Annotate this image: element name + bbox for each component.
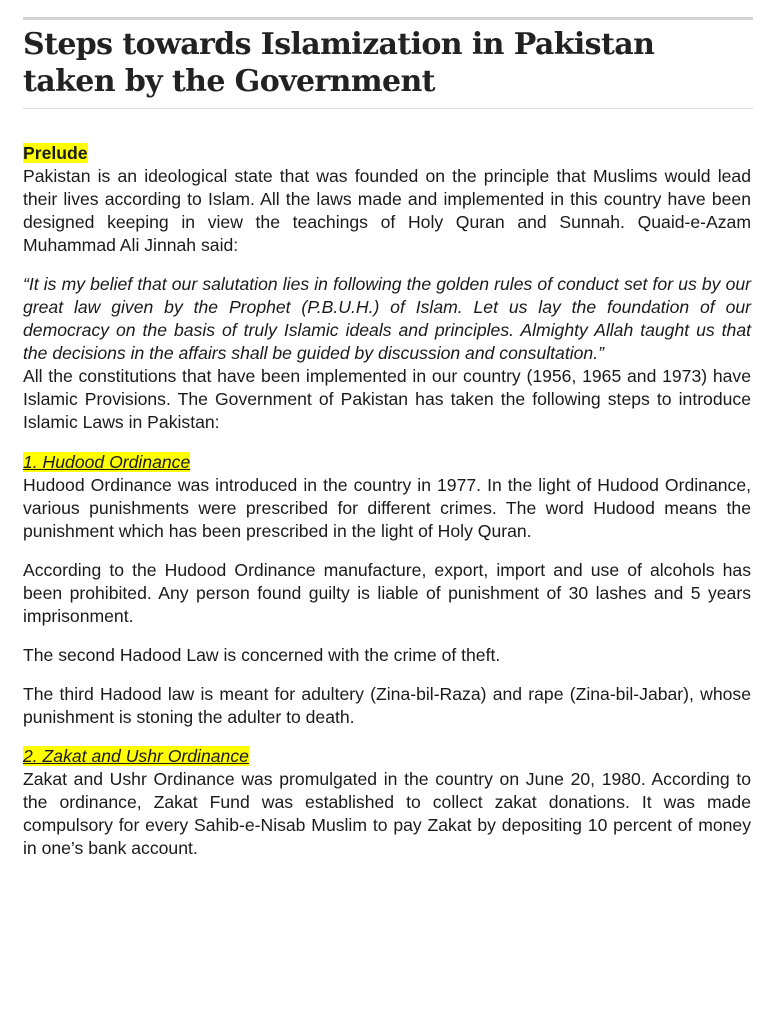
hudood-paragraph: The second Hadood Law is concerned with the crime of theft. bbox=[23, 645, 501, 665]
title-divider bbox=[23, 108, 753, 109]
spacer bbox=[23, 434, 751, 451]
hudood-paragraph: According to the Hudood Ordinance manufacture, export, import and use of alcohols has been prohibited. Any person found guilty is liable of punishment of 30 lashes and 5 years imprisonment. bbox=[23, 560, 751, 626]
section-heading-hudood bbox=[23, 451, 751, 474]
prelude-after-quote: All the constitutions that have been implemented in our country (1956, 1965 and 1973) have Islamic Provisions. The Government of Pakistan has taken the following steps to introduce Islamic Laws in Pakistan: bbox=[23, 366, 751, 432]
spacer bbox=[23, 667, 751, 683]
spacer bbox=[23, 543, 751, 559]
section-heading-zakat bbox=[23, 745, 751, 768]
spacer bbox=[23, 628, 751, 644]
top-divider bbox=[23, 17, 753, 20]
hudood-paragraph: The third Hadood law is meant for adultery (Zina-bil-Raza) and rape (Zina-bil-Jabar), whose punishment is stoning the adulter to death. bbox=[23, 684, 751, 727]
prelude-heading bbox=[23, 142, 751, 165]
spacer bbox=[23, 729, 751, 745]
hudood-paragraph: Hudood Ordinance was introduced in the country in 1977. In the light of Hudood Ordinance, various punishments were prescribed for different crimes. The word Hudood means the punishment which has been prescribed in the light of Holy Quran. bbox=[23, 475, 751, 541]
prelude-intro: Pakistan is an ideological state that was founded on the principle that Muslims would lead their lives according to Islam. All the laws made and implemented in this country have been designed keeping in view the teachings of Holy Quran and Sunnah. Quaid-e-Azam Muhammad Ali Jinnah said: bbox=[23, 166, 751, 255]
zakat-paragraph: Zakat and Ushr Ordinance was promulgated in the country on June 20, 1980. According to the ordinance, Zakat Fund was established to collect zakat donations. It was made compulsory for every Sahib-e-Nisab Muslim to pay Zakat by depositing 10 percent of money in one’s bank account. bbox=[23, 769, 751, 858]
jinnah-quote: “It is my belief that our salutation lies in following the golden rules of conduct set for us by our great law given by the Prophet (P.B.U.H.) of Islam. Let us lay the foundation of our democracy on the basis of truly Islamic ideals and principles. Almighty Allah taught us that the decisions in the affairs shall be guided by discussion and consultation.” bbox=[23, 274, 751, 363]
prelude-heading-text: Prelude bbox=[23, 143, 88, 163]
spacer bbox=[23, 257, 751, 273]
section-heading-zakat-text: 2. Zakat and Ushr Ordinance bbox=[23, 746, 249, 766]
document-body bbox=[23, 142, 751, 860]
document-title: Steps towards Islamization in Pakistan taken by the Government bbox=[23, 27, 655, 99]
section-heading-hudood-text: 1. Hudood Ordinance bbox=[23, 452, 191, 472]
